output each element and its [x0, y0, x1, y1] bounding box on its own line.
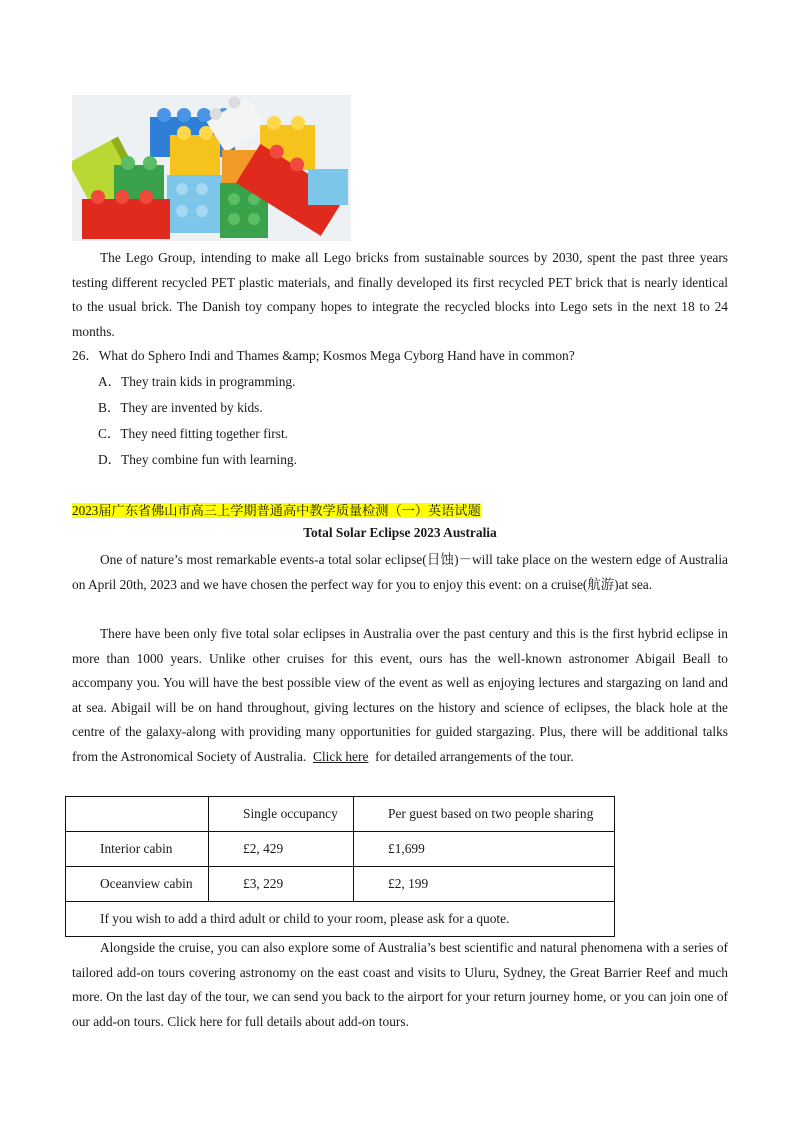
table-cell: £2, 429 [209, 832, 354, 867]
table-cell: £3, 229 [209, 867, 354, 902]
option-b: B．They are invented by kids. [98, 400, 263, 415]
table-note-row [66, 902, 615, 937]
table-row [66, 832, 615, 867]
table-header-cell [66, 797, 209, 832]
price-table [65, 796, 615, 937]
question-stem: 26．What do Sphero Indi and Thames &amp; Kosmos Mega Cyborg Hand have in common? [72, 348, 575, 363]
option-c: C．They need fitting together first. [98, 426, 289, 441]
paragraph-3: Alongside the cruise, you can also explore some of Australia’s best scientific and natural phenomena with a series of tailored add-on tours covering astronomy on the east coast and visits to Uluru, Sydney, the Great Barrier Reef and much more. On the last day of the tour, we can send you back to the airport for your return journey home, or you can join one of our add-on tours. Click here for full details about add-on tours. [72, 940, 728, 1029]
source-highlight: 2023届广东省佛山市高三上学期普通高中教学质量检测（一）英语试题 [72, 503, 481, 518]
paragraph-2-text: There have been only five total solar eclipses in Australia over the past century and this is the first hybrid eclipse in more than 1000 years. Unlike other cruises for this event, ours has the well-known astronomer Abigail Beall to accompany you. You will have the best possible view of the event as well as enjoying lectures and stargazing on land and at sea. Abigail will be on hand throughout, giving lectures on the history and science of eclipses, the black hole at the centre of the galaxy-along with providing many opportunities for guided stargazing. Plus, there will be additional talks from the Astronomical Society of Australia. [72, 626, 728, 764]
table-cell: £2, 199 [354, 867, 615, 902]
table-header-cell: Per guest based on two people sharing [354, 797, 615, 832]
table-row [66, 867, 615, 902]
table-header-cell: Single occupancy [209, 797, 354, 832]
option-d: D．They combine fun with learning. [98, 452, 297, 467]
option-a: A．They train kids in programming. [98, 374, 296, 389]
table-cell: £1,699 [354, 832, 615, 867]
paragraph-1: One of nature’s most remarkable events-a total solar eclipse(日蚀)－will take place on the western edge of Australia on April 20th, 2023 and we have chosen the perfect way for you to enjoy this event: on a cruise(航游)at sea. [72, 552, 728, 592]
table-header-row [66, 797, 615, 832]
lego-bricks-photo-icon [72, 95, 351, 241]
source-heading [72, 500, 481, 520]
table-cell: Oceanview cabin [66, 867, 209, 902]
lego-passage: The Lego Group, intending to make all Lego bricks from sustainable sources by 2030, spent the past three years testing different recycled PET plastic materials, and finally developed its first recycled PET brick that is nearly identical to the usual brick. The Danish toy company hopes to integrate the recycled blocks into Lego sets in the next 18 to 24 months. [72, 250, 728, 339]
lego-bricks-image [72, 95, 351, 241]
paragraph-2-end: for detailed arrangements of the tour. [375, 748, 574, 764]
table-note: If you wish to add a third adult or child to your room, please ask for a quote. [66, 902, 615, 937]
article-title: Total Solar Eclipse 2023 Australia [303, 525, 497, 540]
table-cell: Interior cabin [66, 832, 209, 867]
click-here-link[interactable]: Click here [313, 748, 369, 764]
paragraph-2 [72, 622, 728, 769]
